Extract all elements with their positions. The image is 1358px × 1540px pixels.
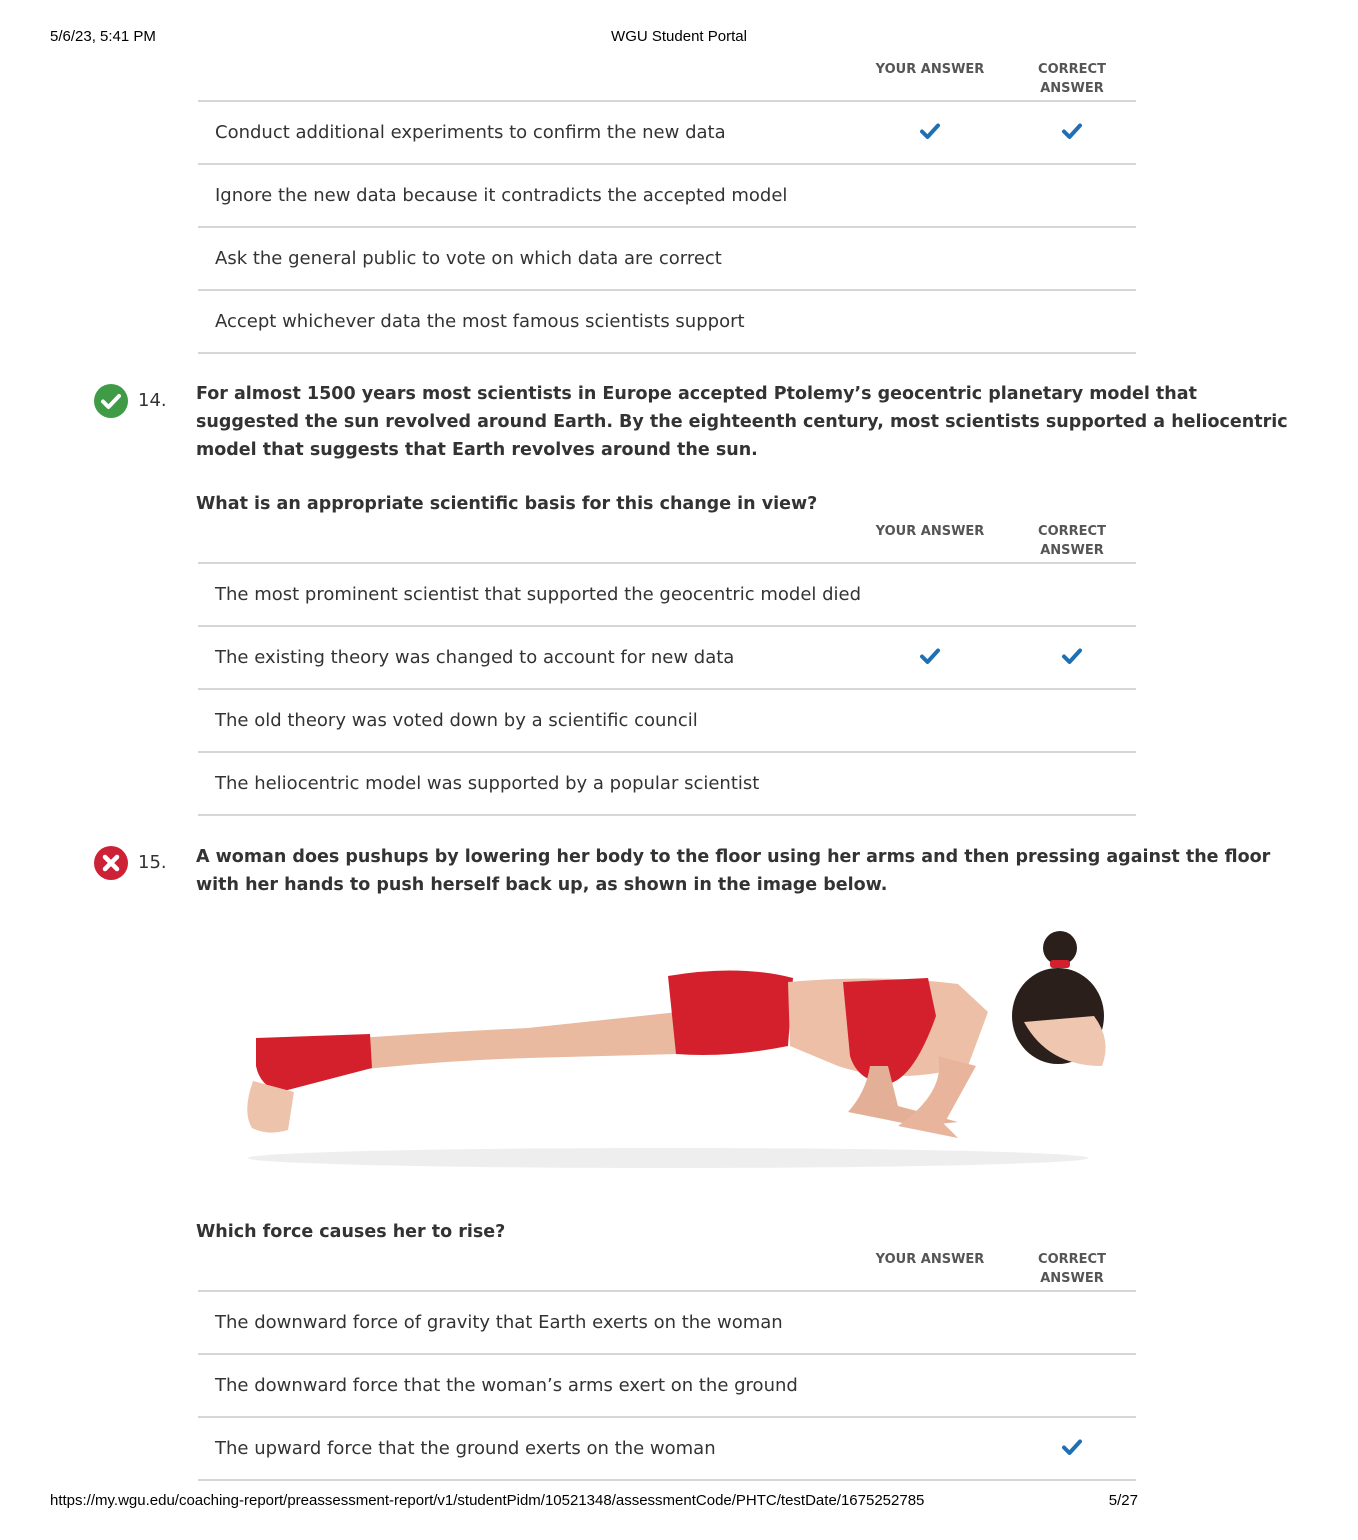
answer-table-header (198, 60, 1136, 102)
answer-table-header (198, 1250, 1136, 1292)
correct-answer-header: CORRECT ANSWER (1038, 1252, 1106, 1286)
print-datetime: 5/6/23, 5:41 PM (50, 28, 156, 45)
q15-answer-table (198, 1250, 1136, 1481)
print-header (0, 28, 1190, 48)
question-number: 15. (138, 852, 167, 873)
print-footer (0, 1492, 1190, 1512)
print-page-title: WGU Student Portal (611, 28, 747, 45)
pushup-photo (198, 916, 1136, 1198)
answer-option-text: Accept whichever data the most famous scientists support (215, 311, 745, 332)
question-stem-line: with her hands to push herself back up, as shown in the image below. (196, 875, 888, 895)
correct-answer-header: CORRECT ANSWER (1038, 524, 1106, 558)
answer-option-text: The upward force that the ground exerts on the woman (215, 1438, 716, 1459)
answer-option-text: The heliocentric model was supported by a popular scientist (215, 773, 760, 794)
answer-option-row (198, 627, 1136, 690)
answer-option-text: Conduct additional experiments to confirm the new data (215, 122, 726, 143)
answer-option-row (198, 165, 1136, 228)
answer-option-row (198, 564, 1136, 627)
print-url: https://my.wgu.edu/coaching-report/preassessment-report/v1/studentPidm/10521348/assessmentCode/PHTC/testDate/1675252785 (50, 1492, 925, 1509)
correct-check-icon (94, 384, 128, 418)
question-stem-line: model that suggests that Earth revolves around the sun. (196, 440, 758, 460)
answer-option-row (198, 291, 1136, 354)
your-answer-header: YOUR ANSWER (875, 524, 985, 539)
answer-table-header (198, 522, 1136, 564)
answer-option-row (198, 102, 1136, 165)
question-stem-line: A woman does pushups by lowering her body to the floor using her arms and then pressing against the floor (196, 847, 1271, 867)
answer-option-row (198, 753, 1136, 816)
incorrect-x-icon (94, 846, 128, 880)
question-prompt: What is an appropriate scientific basis for this change in view? (196, 494, 818, 514)
correct-answer-check-icon (1062, 1438, 1082, 1456)
answer-option-row (198, 1418, 1136, 1481)
answer-option-text: The old theory was voted down by a scientific council (215, 710, 698, 731)
q14-answer-table (198, 522, 1136, 816)
print-page-number: 5/27 (1108, 1492, 1138, 1509)
answer-option-text: The downward force that the woman’s arms exert on the ground (215, 1375, 798, 1396)
answer-option-text: Ignore the new data because it contradicts the accepted model (215, 185, 788, 206)
your-answer-header: YOUR ANSWER (875, 62, 985, 77)
answer-option-text: Ask the general public to vote on which data are correct (215, 248, 722, 269)
answer-option-row (198, 690, 1136, 753)
question-stem-line: suggested the sun revolved around Earth. By the eighteenth century, most scientists supported a heliocentric (196, 412, 1288, 432)
correct-answer-check-icon (1062, 647, 1082, 665)
your-answer-check-icon (920, 122, 940, 140)
answer-option-row (198, 1292, 1136, 1355)
answer-option-text: The downward force of gravity that Earth exerts on the woman (215, 1312, 783, 1333)
question-number: 14. (138, 390, 167, 411)
answer-option-text: The most prominent scientist that supported the geocentric model died (215, 584, 862, 605)
question-prompt: Which force causes her to rise? (196, 1222, 506, 1242)
question-stem-line: For almost 1500 years most scientists in Europe accepted Ptolemy’s geocentric planetary model that (196, 384, 1197, 404)
answer-rows (198, 564, 1136, 816)
answer-option-row (198, 1355, 1136, 1418)
correct-answer-header: CORRECT ANSWER (1038, 62, 1106, 96)
answer-rows (198, 1292, 1136, 1481)
answer-option-text: The existing theory was changed to account for new data (215, 647, 735, 668)
question-stem (196, 843, 1271, 899)
answer-option-row (198, 228, 1136, 291)
question-stem (196, 380, 1288, 464)
q13-answer-table (198, 60, 1136, 354)
answer-rows (198, 102, 1136, 354)
your-answer-header: YOUR ANSWER (875, 1252, 985, 1267)
correct-answer-check-icon (1062, 122, 1082, 140)
your-answer-check-icon (920, 647, 940, 665)
